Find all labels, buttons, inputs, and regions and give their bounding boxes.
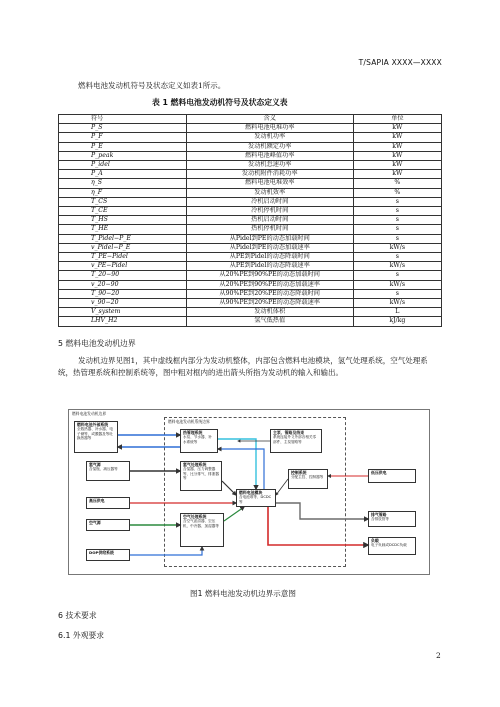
table-row bbox=[59, 289, 442, 298]
diagram-outer-title: 燃料电池发动机边界 bbox=[72, 411, 107, 416]
module-to-heat-line bbox=[218, 449, 264, 489]
document-number: T/SAPIA XXXX—XXXX bbox=[358, 58, 442, 67]
meaning-cell: 发动机体积 bbox=[186, 308, 353, 317]
piping-harness-body: 系统连接外义外部各相关零部件、主泵管路等 bbox=[273, 435, 317, 444]
load-body: 电子负载或DCDC负载 bbox=[371, 543, 407, 548]
symbol-table bbox=[58, 114, 442, 327]
symbol-cell: T_HE bbox=[59, 225, 187, 234]
meaning-cell: 发动机功率 bbox=[186, 133, 353, 142]
table-row bbox=[59, 234, 442, 243]
intro-text: 燃料电池发动机符号及状态定义如表1所示。 bbox=[78, 81, 226, 90]
hydrogen-to-module-line bbox=[222, 481, 236, 495]
unit-cell: s bbox=[353, 234, 441, 243]
meaning-cell: 从Pidel到PE的动态加载时间 bbox=[186, 234, 353, 243]
exhaust-line bbox=[276, 503, 368, 519]
unit-cell: kW/s bbox=[353, 262, 441, 271]
meaning-cell: 热机启动时间 bbox=[186, 216, 353, 225]
meaning-cell: 发动机额定功率 bbox=[186, 142, 353, 151]
table-caption: 表 1 燃料电池发动机符号及状态定义表 bbox=[152, 98, 288, 107]
section-5-paragraph: 发动机边界见图1，其中虚线框内部分为发动机整体，内部包含燃料电池模块，氢气处理系统，空气处理系统，热管理系统和控制系统等，图中粗对框内的进出箭头所指为发动机的输入和输出。 bbox=[58, 356, 428, 377]
column-header-unit: 单位 bbox=[353, 115, 441, 124]
unit-cell: kW bbox=[353, 124, 441, 133]
heat-management-body: 水泵、节水器、补水系统等 bbox=[183, 435, 212, 444]
meaning-cell: 发动机怠速功率 bbox=[186, 161, 353, 170]
unit-cell: % bbox=[353, 179, 441, 188]
column-header-symbol: 符号 bbox=[59, 115, 187, 124]
air-system-title: 空气处理系统 bbox=[183, 514, 207, 519]
unit-cell: L bbox=[353, 308, 441, 317]
page-number: 2 bbox=[436, 651, 441, 660]
table-row bbox=[59, 280, 442, 289]
symbol-cell: T_Pidel−P_E bbox=[59, 234, 187, 243]
unit-cell: kW/s bbox=[353, 299, 441, 308]
stack-external-title: 燃料电池外部系统 bbox=[77, 422, 109, 427]
load-line bbox=[268, 507, 368, 545]
symbol-cell: T_HS bbox=[59, 216, 187, 225]
low-voltage-supply-title: 低压供电 bbox=[371, 470, 387, 475]
air-to-module-line bbox=[224, 507, 244, 521]
column-header-meaning: 含义 bbox=[186, 115, 353, 124]
table-row bbox=[59, 271, 442, 280]
symbol-cell: T_CS bbox=[59, 197, 187, 206]
meaning-cell: 发动机附件消耗功率 bbox=[186, 170, 353, 179]
symbol-cell: v_Pidel−P_E bbox=[59, 243, 187, 252]
heat-management-title: 热管理系统 bbox=[183, 430, 203, 435]
symbol-cell: η_S bbox=[59, 179, 187, 188]
meaning-cell: 从90%PE到20%PE的动态降载速率 bbox=[186, 299, 353, 308]
symbol-cell: T_PE−Pidel bbox=[59, 253, 187, 262]
unit-cell: kW/s bbox=[353, 280, 441, 289]
symbol-cell: η_F bbox=[59, 188, 187, 197]
meaning-cell: 燃料电池峰值功率 bbox=[186, 151, 353, 160]
meaning-cell: 从PE到Pidel的动态降载速率 bbox=[186, 262, 353, 271]
high-voltage-supply-title: 高压供电 bbox=[89, 498, 105, 503]
table-row bbox=[59, 243, 442, 252]
table-row bbox=[59, 161, 442, 170]
section-6-heading: 6 技术要求 bbox=[58, 611, 97, 620]
figure-caption: 图1 燃料电池发动机边界示意图 bbox=[190, 589, 296, 598]
table-row bbox=[59, 151, 442, 160]
meaning-cell: 从20%PE到90%PE的动态加载速率 bbox=[186, 280, 353, 289]
control-system-title: 控制系统 bbox=[291, 470, 307, 475]
symbol-cell: v_PE−Pidel bbox=[59, 262, 187, 271]
symbol-cell: v_90−20 bbox=[59, 299, 187, 308]
table-row bbox=[59, 197, 442, 206]
unit-cell: kW bbox=[353, 170, 441, 179]
unit-cell: s bbox=[353, 216, 441, 225]
hydrogen-system-body: 含氢器、压力调整器等、比分排气、排泄器等 bbox=[183, 467, 219, 481]
section-5-heading: 5 燃料电池发动机边界 bbox=[58, 339, 136, 348]
meaning-cell: 从90%PE到20%PE的动态降载时间 bbox=[186, 289, 353, 298]
unit-cell: kJ/kg bbox=[353, 317, 441, 326]
meaning-cell: 冷机停机时间 bbox=[186, 207, 353, 216]
table-row bbox=[59, 216, 442, 225]
table-row bbox=[59, 225, 442, 234]
table-row bbox=[59, 308, 442, 317]
control-line bbox=[276, 479, 288, 495]
table-row bbox=[59, 142, 442, 151]
table-row bbox=[59, 253, 442, 262]
dop-feed-line bbox=[130, 547, 202, 555]
meaning-cell: 冷机启动时间 bbox=[186, 197, 353, 206]
symbol-cell: V_system bbox=[59, 308, 187, 317]
unit-cell: kW bbox=[353, 142, 441, 151]
fuel-cell-module-body: 含电池堆等、DCDC等 bbox=[239, 495, 272, 504]
piping-harness-title: 主泵、管路及线束 bbox=[273, 430, 305, 435]
unit-cell: s bbox=[353, 289, 441, 298]
stack-external-body: 全数热器、补水器、电子储等，或膜器及等吐换热器等 bbox=[77, 427, 113, 441]
symbol-cell: P_F bbox=[59, 133, 187, 142]
symbol-cell: P_A bbox=[59, 170, 187, 179]
meaning-cell: 燃料电池电堆效率 bbox=[186, 179, 353, 188]
diagram-connector-lines bbox=[68, 409, 430, 575]
meaning-cell: 从20%PE到90%PE的动态加载时间 bbox=[186, 271, 353, 280]
unit-cell: s bbox=[353, 207, 441, 216]
table-row bbox=[59, 317, 442, 326]
meaning-cell: 氢气低热值 bbox=[186, 317, 353, 326]
meaning-cell: 发动机效率 bbox=[186, 188, 353, 197]
unit-cell: s bbox=[353, 271, 441, 280]
unit-cell: s bbox=[353, 197, 441, 206]
engine-system-boundary-title: 燃料电池发动机系统边界 bbox=[168, 419, 210, 424]
unit-cell: % bbox=[353, 188, 441, 197]
symbol-cell: P_S bbox=[59, 124, 187, 133]
meaning-cell: 热机停机时间 bbox=[186, 225, 353, 234]
table-header-row bbox=[59, 115, 442, 124]
load-title: 负载 bbox=[371, 538, 379, 543]
symbol-cell: T_90−20 bbox=[59, 289, 187, 298]
symbol-cell: v_20−90 bbox=[59, 280, 187, 289]
unit-cell: kW bbox=[353, 161, 441, 170]
meaning-cell: 燃料电池电堆功率 bbox=[186, 124, 353, 133]
control-system-body: 分配主控、控制器等 bbox=[291, 475, 324, 480]
table-row bbox=[59, 262, 442, 271]
table-row bbox=[59, 207, 442, 216]
meaning-cell: 从Pidel到PE的动态加载速率 bbox=[186, 243, 353, 252]
table-row bbox=[59, 188, 442, 197]
exhaust-pipe-body: 含排放管等 bbox=[371, 517, 389, 522]
hydrogen-source-body: 含氢瓶、减压器等 bbox=[89, 467, 118, 472]
air-source-title: 空气源 bbox=[89, 520, 101, 525]
unit-cell: s bbox=[353, 225, 441, 234]
symbol-cell: P_peak bbox=[59, 151, 187, 160]
unit-cell: kW bbox=[353, 133, 441, 142]
table-row bbox=[59, 299, 442, 308]
table-row bbox=[59, 179, 442, 188]
unit-cell: kW bbox=[353, 151, 441, 160]
symbol-cell: LHV_H2 bbox=[59, 317, 187, 326]
exhaust-pipe-title: 排气管路 bbox=[371, 512, 387, 517]
symbol-cell: T_20−90 bbox=[59, 271, 187, 280]
meaning-cell: 从PE到Pidel的动态降载时间 bbox=[186, 253, 353, 262]
fuel-cell-module-title: 燃料电池模块 bbox=[239, 490, 263, 495]
hydrogen-system-title: 氢气处理系统 bbox=[183, 462, 207, 467]
table-row bbox=[59, 133, 442, 142]
air-system-body: 含空气滤清器、空压机、中冷器、加湿器等 bbox=[183, 519, 219, 528]
symbol-cell: P_idel bbox=[59, 161, 187, 170]
hydrogen-source-title: 氢气源 bbox=[89, 462, 101, 467]
unit-cell: s bbox=[353, 253, 441, 262]
section-6-1-heading: 6.1 外观要求 bbox=[58, 631, 105, 640]
unit-cell: kW/s bbox=[353, 243, 441, 252]
table-row bbox=[59, 124, 442, 133]
heat-to-module-line bbox=[218, 439, 256, 489]
table-row bbox=[59, 170, 442, 179]
symbol-cell: T_CE bbox=[59, 207, 187, 216]
dop-supply-title: DOP供给系统 bbox=[89, 550, 114, 555]
symbol-cell: P_E bbox=[59, 142, 187, 151]
engine-boundary-diagram bbox=[68, 409, 430, 575]
